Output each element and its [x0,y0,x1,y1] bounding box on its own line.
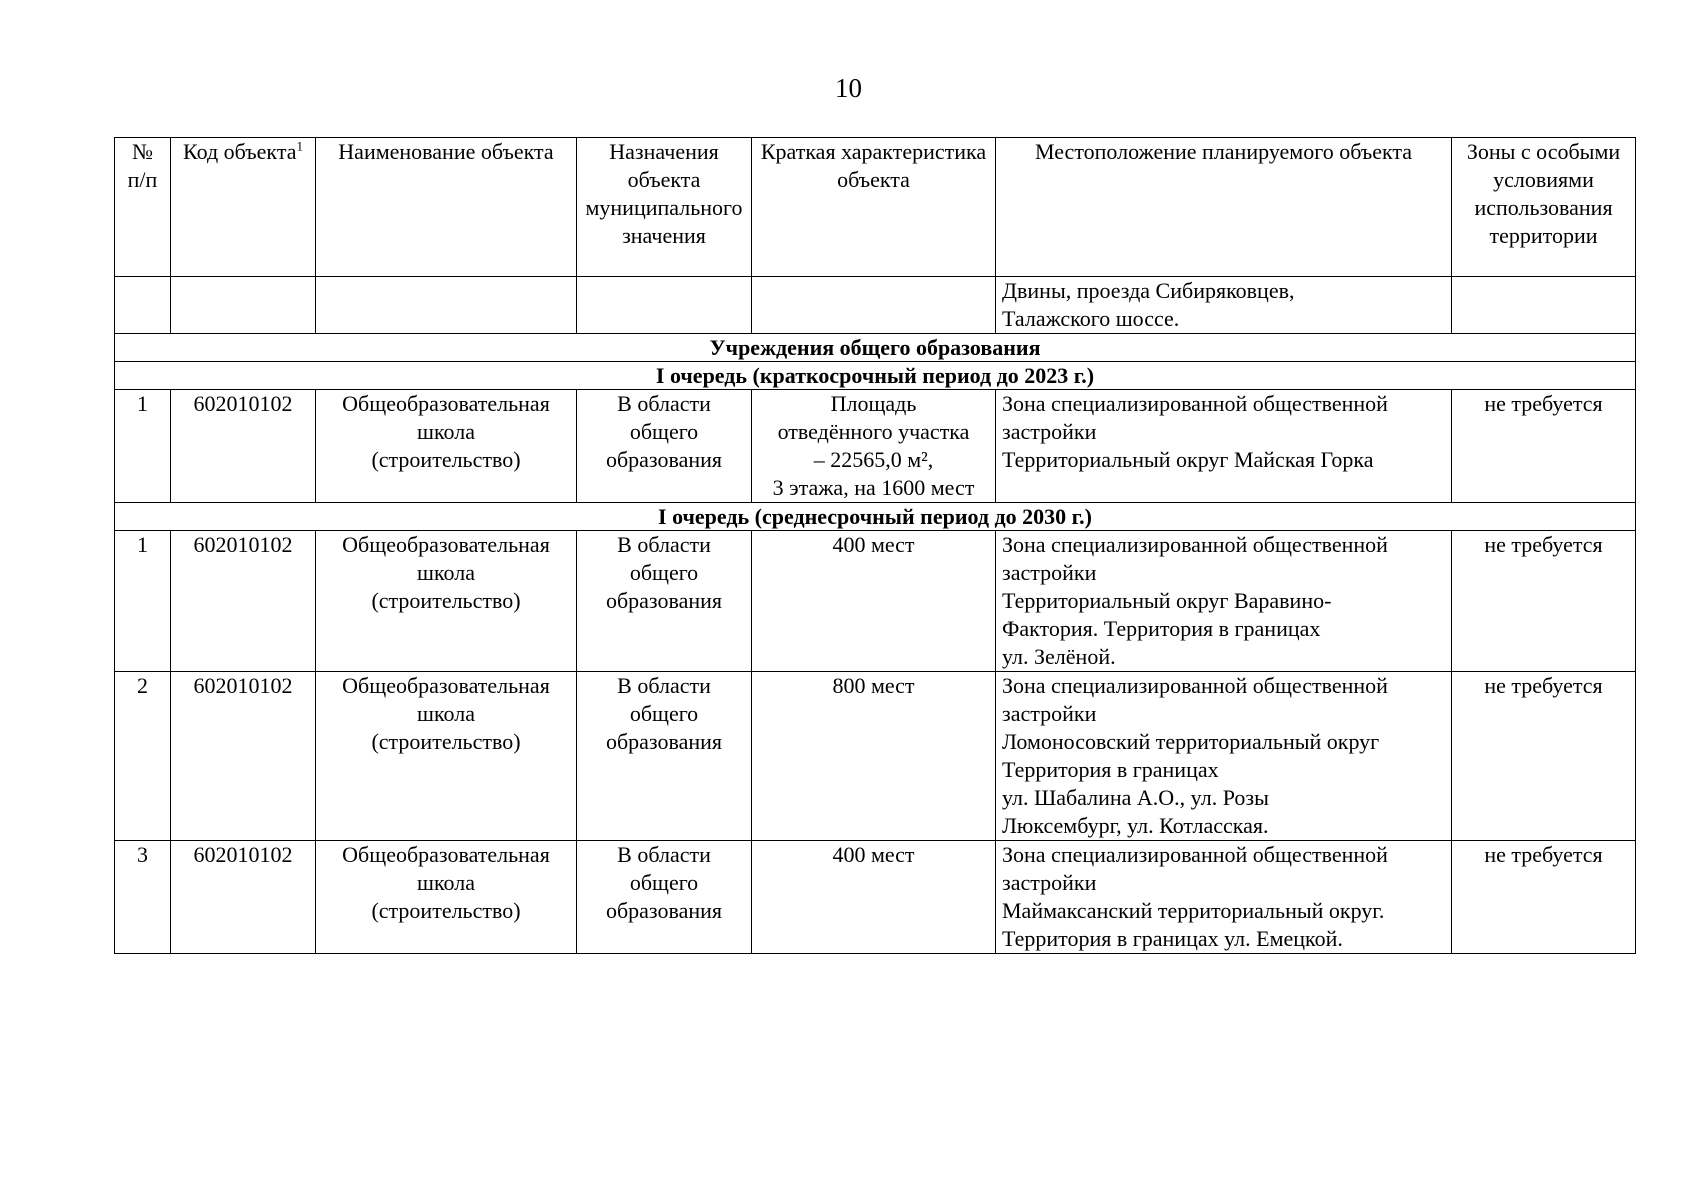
name-line: Общеобразовательная [342,391,550,416]
header-characteristic: Краткая характеристика объекта [752,138,996,277]
cell-purpose [577,390,752,503]
cell-location [996,841,1452,954]
location-line: Талажского шоссе. [1002,306,1180,331]
header-name: Наименование объекта [316,138,577,277]
cell-location [996,277,1452,334]
cell-name [316,277,577,334]
table-body [115,277,1636,954]
name-line: школа [417,419,475,444]
purpose-line: общего [629,419,699,444]
name-line: (строительство) [371,729,521,754]
name-line: Общеобразовательная [342,842,550,867]
location-line: Территория в границах [1002,757,1219,782]
purpose-line: В области [617,391,711,416]
purpose-line: образования [605,898,723,923]
purpose-line: В области [617,532,711,557]
cell-name [316,531,577,672]
cell-num: 2 [115,672,171,841]
group-title-row [115,362,1636,390]
cell-characteristic [752,531,996,672]
name-line: Общеобразовательная [342,532,550,557]
location-line: Территория в границах ул. Емецкой. [1002,926,1343,951]
location-line: Фактория. Территория в границах [1002,616,1321,641]
cell-name [316,672,577,841]
characteristic-line: 400 мест [832,842,915,867]
cell-zones: не требуется [1452,531,1636,672]
cell-purpose [577,672,752,841]
location-line: застройки [1002,560,1097,585]
cell-location [996,390,1452,503]
header-code [171,138,316,277]
cell-characteristic [752,277,996,334]
location-line: Ломоносовский территориальный округ [1002,729,1380,754]
group-title-row [115,503,1636,531]
characteristic-line: 400 мест [832,532,915,557]
location-line: Зона специализированной общественной [1002,532,1388,557]
name-line: (строительство) [371,898,521,923]
location-line: ул. Зелёной. [1002,644,1116,669]
table-row [115,672,1636,841]
footnote-marker: 1 [296,138,303,154]
purpose-line: образования [605,729,723,754]
cell-code: 602010102 [171,841,316,954]
cell-location [996,672,1452,841]
location-line: Маймаксанский территориальный округ. [1002,898,1385,923]
location-line: застройки [1002,870,1097,895]
table-header-row [115,138,1636,277]
purpose-line: общего [629,701,699,726]
table-row [115,841,1636,954]
characteristic-line: отведённого участка [777,419,970,444]
page-number: 10 [835,73,862,103]
name-line: школа [417,870,475,895]
cell-location [996,531,1452,672]
cell-purpose [577,531,752,672]
header-code-label: Код объекта [183,139,297,164]
location-line: Люксембург, ул. Котласская. [1002,813,1269,838]
cell-num: 1 [115,390,171,503]
cell-purpose [577,277,752,334]
cell-characteristic [752,390,996,503]
purpose-line: общего [629,560,699,585]
name-line: Общеобразовательная [342,673,550,698]
name-line: школа [417,701,475,726]
location-line: ул. Шабалина А.О., ул. Розы [1002,785,1269,810]
cell-zones: не требуется [1452,841,1636,954]
header-location: Местоположение планируемого объекта [996,138,1452,277]
header-num: № п/п [115,138,171,277]
table-row [115,390,1636,503]
cell-characteristic [752,841,996,954]
name-line: школа [417,560,475,585]
cell-code [171,277,316,334]
name-line: (строительство) [371,588,521,613]
cell-code: 602010102 [171,531,316,672]
location-line: Зона специализированной общественной [1002,391,1388,416]
location-line: Зона специализированной общественной [1002,673,1388,698]
cell-zones: не требуется [1452,390,1636,503]
cell-code: 602010102 [171,672,316,841]
group-title: I очередь (среднесрочный период до 2030 г.) [115,503,1636,531]
characteristic-line: 3 этажа, на 1600 мест [772,475,975,500]
header-purpose: Назначения объекта муниципального значения [577,138,752,277]
section-title: Учреждения общего образования [115,334,1636,362]
cell-code: 602010102 [171,390,316,503]
cell-num: 3 [115,841,171,954]
location-line: Территориальный округ Майская Горка [1002,447,1374,472]
objects-table [114,137,1636,954]
section-title-row [115,334,1636,362]
purpose-line: В области [617,842,711,867]
header-zones: Зоны с особыми условиями использования территории [1452,138,1636,277]
location-line: Территориальный округ Варавино- [1002,588,1332,613]
table-row [115,531,1636,672]
location-line: застройки [1002,419,1097,444]
cell-zones [1452,277,1636,334]
continuation-row [115,277,1636,334]
cell-zones: не требуется [1452,672,1636,841]
cell-num: 1 [115,531,171,672]
characteristic-line: Площадь [830,391,917,416]
cell-name [316,390,577,503]
location-line: Зона специализированной общественной [1002,842,1388,867]
cell-purpose [577,841,752,954]
cell-num [115,277,171,334]
location-line: Двины, проезда Сибиряковцев, [1002,278,1295,303]
characteristic-line: 800 мест [832,673,915,698]
cell-characteristic [752,672,996,841]
purpose-line: В области [617,673,711,698]
purpose-line: образования [605,588,723,613]
name-line: (строительство) [371,447,521,472]
purpose-line: общего [629,870,699,895]
purpose-line: образования [605,447,723,472]
group-title: I очередь (краткосрочный период до 2023 г.) [115,362,1636,390]
characteristic-line: – 22565,0 м², [813,447,934,472]
cell-name [316,841,577,954]
location-line: застройки [1002,701,1097,726]
